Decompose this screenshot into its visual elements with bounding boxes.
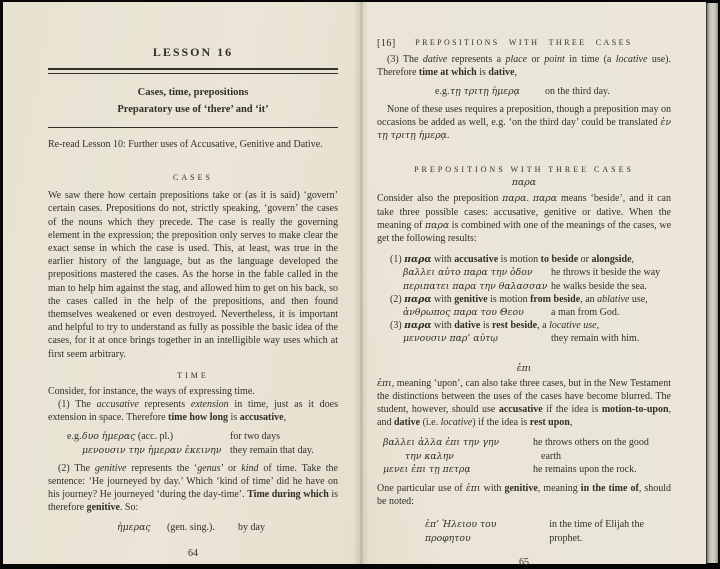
- item-rule: (3) παρα with dative is rest beside, a locative use,: [390, 320, 600, 332]
- example-english: they remain that day.: [230, 444, 314, 456]
- grammar-note: (gen. sing.).: [167, 521, 215, 533]
- example-english: by day: [238, 521, 265, 533]
- grammar-note: (acc. pl.): [137, 431, 174, 443]
- list-item: [377, 293, 671, 319]
- item-rule: (2) παρα with genitive is motion from beside, an ablative use,: [390, 293, 648, 305]
- epi-paragraph: ἐπι, meaning ‘upon’, can also take three cases, but in the New Testament the distinctions between the uses of the cases have become blurred. The student, however, should use accusative if the idea is motion-to-upon, and dative (i.e. locative) if the idea is rest upon,: [377, 377, 672, 429]
- example-row: [403, 266, 671, 279]
- genitive-example-row: [117, 521, 338, 534]
- para-subheading: παρα: [511, 177, 537, 189]
- time-intro: Consider, for instance, the ways of expressing time.: [48, 385, 255, 397]
- greek-text: δυο ἡμερας: [82, 431, 136, 443]
- epi-example-block: [377, 436, 671, 476]
- right-page-content: [360, 36, 706, 569]
- greek-text: ἡμερας: [117, 521, 151, 533]
- folio-number: [16]: [377, 38, 396, 49]
- example-english: he throws it beside the way: [551, 267, 661, 279]
- greek-text: μενουσιν παρ’ αὐτῳ: [403, 333, 498, 345]
- eg-label-empty: [67, 444, 82, 457]
- example-english: earth: [541, 450, 561, 462]
- dative-paragraph: (3) The dative represents a place or point in time (a locative use). Therefore time at which is dative,: [377, 54, 671, 79]
- page-number-64: 64: [188, 547, 198, 559]
- greek-text: περιπατει παρα την θαλασσαν: [403, 280, 548, 292]
- greek-text: μενουσιν την ἡμεραν ἐκεινην: [82, 444, 222, 456]
- example-row: [383, 463, 671, 476]
- chapter-subtitle-2: Preparatory use of ‘there’ and ‘it’: [117, 104, 269, 115]
- greek-text: βαλλει αὐτο παρα την ὁδον: [403, 267, 533, 279]
- greek-text: βαλλει ἀλλα ἐπι την γην: [383, 437, 500, 449]
- example-english: he walks beside the sea.: [551, 280, 647, 292]
- example-english: he throws others on the good: [533, 437, 649, 449]
- accusative-paragraph: (1) The accusative represents extension in time, just as it does extension in space. Therefore time how long is accusative,: [48, 399, 338, 424]
- example-row-continuation: [383, 450, 671, 463]
- no-preposition-paragraph: None of these uses requires a preposition, though a preposition may on occasions be added as well, e.g. ‘on the third day’ could be translated ἐν τῃ τριτῃ ἡμερᾳ.: [377, 103, 671, 142]
- eg-label: e.g.: [67, 431, 82, 443]
- example-row: [403, 280, 671, 293]
- example-english: on the third day.: [545, 85, 610, 97]
- greek-text: μενει ἐπι τῃ πετρᾳ: [383, 463, 471, 475]
- particular-use-paragraph: One particular use of ἐπι with genitive, meaning in the time of, should be noted:: [377, 483, 672, 508]
- eg-label: e.g.: [435, 85, 450, 97]
- single-rule: [48, 127, 338, 128]
- cases-heading: CASES: [173, 173, 213, 183]
- example-english: they remain with him.: [551, 333, 640, 345]
- example-row: [67, 430, 338, 443]
- example-row: [67, 444, 338, 457]
- left-page-content: [3, 45, 360, 560]
- page-number-65: 65: [519, 556, 529, 568]
- page-fore-edge: [706, 3, 718, 563]
- example-english: for two days: [230, 431, 280, 443]
- elijah-example-row: [425, 518, 671, 544]
- greek-text: την καλην: [405, 450, 454, 462]
- case-usage-list: [377, 253, 671, 345]
- greek-text: ἐπ’ Ἡλειου του προφητου: [425, 519, 497, 544]
- left-page: [3, 2, 360, 564]
- example-row: [435, 85, 671, 98]
- example-english: a man from God.: [551, 307, 620, 319]
- example-row: [403, 306, 671, 319]
- list-item: [377, 253, 671, 293]
- genitive-paragraph: (2) The genitive represents the ‘genus’ or kind of time. Take the sentence: ‘He journeyed by day.’ Which ‘kind of time’ did he have on his journey? He journeyed ‘during the day-time’. Time during which is therefore genitive. So:: [48, 462, 339, 514]
- example-row: [403, 332, 671, 345]
- epi-subheading: ἐπι: [516, 362, 532, 374]
- right-page: [360, 2, 706, 568]
- example-greek: [82, 430, 230, 443]
- time-heading: TIME: [177, 370, 209, 380]
- greek-text: τῃ τριτῃ ἡμερᾳ: [450, 85, 520, 97]
- running-head-title: PREPOSITIONS WITH THREE CASES: [415, 38, 633, 47]
- running-header: [377, 36, 671, 49]
- reread-note: Re-read Lesson 10: Further uses of Accusative, Genitive and Dative.: [48, 139, 323, 150]
- lesson-title: LESSON 16: [152, 45, 234, 59]
- example-row: [383, 436, 671, 449]
- cases-paragraph: We saw there how certain prepositions take or (as it is said) ‘govern’ certain cases. Prepositions do not, strictly speaking, ‘govern’ the cases of the nouns which they precede. The case is really the governing element in the expression; the preposition only serves to make clear the exact sense in which the case is used. This, at least, was true in the earlier history of the language, but as the language developed the prepositions mastered the cases. As the horse in the fable called in the man to help him against the stag, and allowed him to get on his back, so the cases called in the help of the prepositions, and then found themselves weakened or even destroyed. Nevertheless, it is important and helpful to try to understand as fully as possible the basic idea of the cases, for it at once brings together in an intelligible way uses which at first seem arbitrary.: [48, 190, 338, 360]
- example-english: he remains upon the rock.: [533, 463, 637, 475]
- list-item: [377, 319, 671, 345]
- greek-text: ἀνθρωπος παρα του Θεου: [403, 307, 524, 319]
- para-intro-paragraph: Consider also the preposition παρα. παρα means ‘beside’, and it can take three possible cases: accusative, genitive or dative. When the meaning of παρα is combined with one of the meanings of the cases, we get the following results:: [377, 193, 672, 245]
- section-heading: PREPOSITIONS WITH THREE CASES: [414, 165, 634, 175]
- double-rule: [48, 68, 338, 74]
- example-block: [67, 430, 338, 456]
- chapter-subtitle-1: Cases, time, prepositions: [137, 87, 249, 98]
- item-rule: (1) παρα with accusative is motion to beside or alongside,: [390, 254, 635, 266]
- example-english: in the time of Elijah the prophet.: [549, 519, 644, 544]
